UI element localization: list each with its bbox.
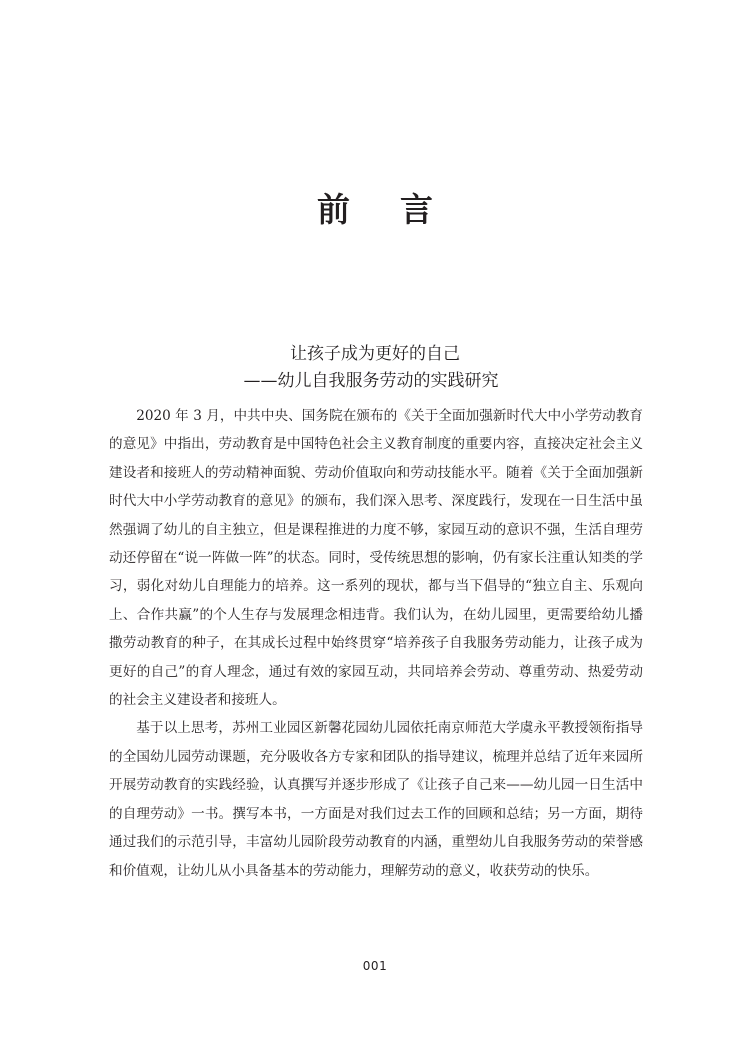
paragraph: 基于以上思考，苏州工业园区新馨花园幼儿园依托南京师范大学虞永平教授领衔指导的全国幼儿园劳动课题，充分吸收各方专家和团队的指导建议，梳理并总结了近年来园所开展劳动教育的实践经验，认真撰写并逐步形成了《让孩子自己来——幼儿园一日生活中的自理劳动》一书。撰写本书，一方面是对我们过去工作的回顾和总结；另一方面，期待通过我们的示范引导，丰富幼儿园阶段劳动教育的内涵，重塑幼儿自我服务劳动的荣誉感和价值观，让幼儿从小具备基本的劳动能力，理解劳动的意义，收获劳动的快乐。 (109, 720, 643, 879)
section-subtitle: 让孩子成为更好的自己 (290, 344, 460, 364)
section-subtitle-secondary: ——幼儿自我服务劳动的实践研究 (243, 371, 499, 391)
page-number: 001 (362, 959, 388, 973)
page-title (0, 188, 750, 232)
title-char-2: 言 (400, 190, 433, 229)
title-char-1: 前 (317, 190, 350, 229)
body-text (109, 402, 643, 885)
paragraph: 2020 年 3 月，中共中央、国务院在颁布的《关于全面加强新时代大中小学劳动教育的意见》中指出，劳动教育是中国特色社会主义教育制度的重要内容，直接决定社会主义建设者和接班人的劳动精神面貌、劳动价值取向和劳动技能水平。随着《关于全面加强新时代大中小学劳动教育的意见》的颁布，我们深入思考、深度践行，发现在一日生活中虽然强调了幼儿的自主独立，但是课程推进的力度不够，家园互动的意识不强，生活自理劳动还停留在“说一阵做一阵”的状态。同时，受传统思想的影响，仍有家长注重认知类的学习，弱化对幼儿自理能力的培养。这一系列的现状，都与当下倡导的“独立自主、乐观向上、合作共赢”的个人生存与发展理念相违背。我们认为，在幼儿园里，更需要给幼儿播撒劳动教育的种子，在其成长过程中始终贯穿“培养孩子自我服务劳动能力，让孩子成为更好的自己”的育人理念，通过有效的家园互动，共同培养会劳动、尊重劳动、热爱劳动的社会主义建设者和接班人。 (109, 408, 643, 709)
